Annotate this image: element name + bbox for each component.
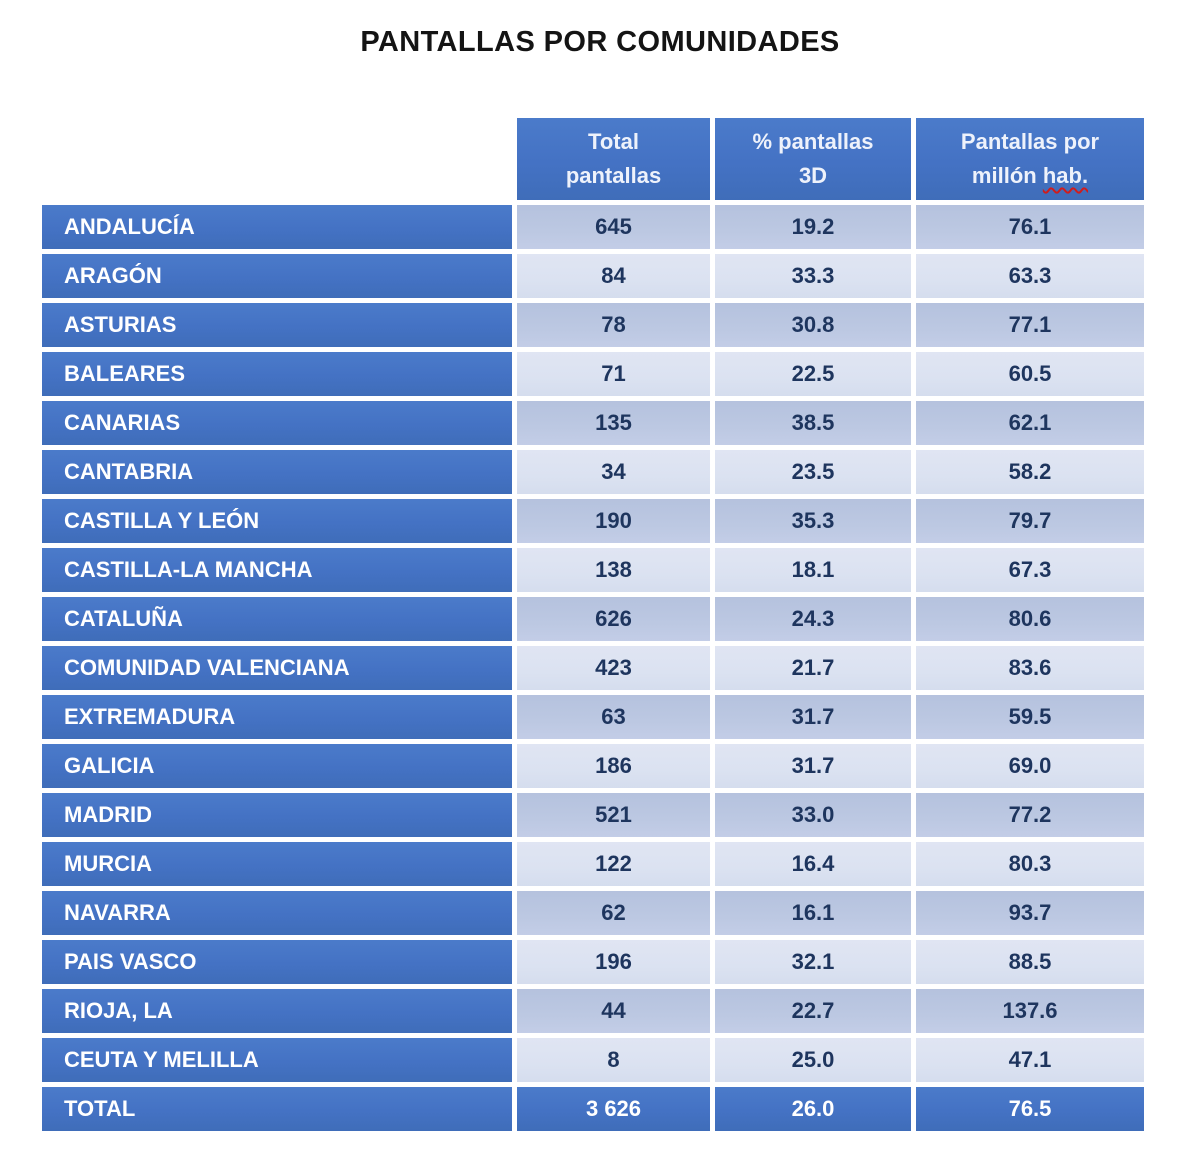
header-line: pantallas: [565, 163, 662, 188]
row-label: GALICIA: [42, 744, 512, 788]
pct-3d-value: 38.5: [715, 401, 911, 445]
table-row: [42, 891, 1144, 935]
per-million-value: 60.5: [916, 352, 1144, 396]
table-row: [42, 303, 1144, 347]
row-label: CANTABRIA: [42, 450, 512, 494]
total-pantallas-value: 645: [517, 205, 710, 249]
total-pantallas-value: 44: [517, 989, 710, 1033]
total-pantallas-value: 135: [517, 401, 710, 445]
table-row: [42, 548, 1144, 592]
total-pantallas-value: 626: [517, 597, 710, 641]
pct-3d-value: 22.5: [715, 352, 911, 396]
pct-3d-value: 16.4: [715, 842, 911, 886]
row-label: COMUNIDAD VALENCIANA: [42, 646, 512, 690]
per-million-value: 93.7: [916, 891, 1144, 935]
header-line: Pantallas por: [960, 128, 1100, 154]
per-million-value: 69.0: [916, 744, 1144, 788]
per-million-value: 137.6: [916, 989, 1144, 1033]
col-header-per-million: [916, 118, 1144, 200]
table-row: [42, 1038, 1144, 1082]
total-pantallas-value: 190: [517, 499, 710, 543]
pct-3d-value: 21.7: [715, 646, 911, 690]
pct-3d-value: 32.1: [715, 940, 911, 984]
row-label: CASTILLA Y LEÓN: [42, 499, 512, 543]
total-pantallas-value: 186: [517, 744, 710, 788]
page-title: PANTALLAS POR COMUNIDADES: [360, 26, 840, 58]
col-header-pct-3d: [715, 118, 911, 200]
pct-3d-value: 24.3: [715, 597, 911, 641]
corner-blank-cell: [42, 118, 512, 200]
per-million-value: 47.1: [916, 1038, 1144, 1082]
header-row: [42, 118, 1144, 200]
table-row: [42, 744, 1144, 788]
table-row: [42, 205, 1144, 249]
per-million-value: 77.2: [916, 793, 1144, 837]
table-row: [42, 352, 1144, 396]
total-pantallas-value: 63: [517, 695, 710, 739]
table-row: [42, 842, 1144, 886]
table-row: [42, 695, 1144, 739]
pct-3d-value: 33.3: [715, 254, 911, 298]
row-label: MURCIA: [42, 842, 512, 886]
pantallas-table: [37, 113, 1149, 1136]
total-pantallas-value: 78: [517, 303, 710, 347]
per-million-value: 80.3: [916, 842, 1144, 886]
row-label: CEUTA Y MELILLA: [42, 1038, 512, 1082]
pct-3d-value: 19.2: [715, 205, 911, 249]
total-pantallas-value: 138: [517, 548, 710, 592]
spellcheck-flagged-word: hab.: [1042, 163, 1089, 188]
header-line: millón: [971, 163, 1037, 188]
row-label: MADRID: [42, 793, 512, 837]
total-pantallas-value: 423: [517, 646, 710, 690]
row-label: PAIS VASCO: [42, 940, 512, 984]
pct-3d-value: 31.7: [715, 744, 911, 788]
table-row: [42, 254, 1144, 298]
per-million-value: 58.2: [916, 450, 1144, 494]
per-million-value: 59.5: [916, 695, 1144, 739]
table-row: [42, 450, 1144, 494]
total-pantallas-value: 521: [517, 793, 710, 837]
pct-3d-total: 26.0: [715, 1087, 911, 1131]
pct-3d-value: 30.8: [715, 303, 911, 347]
table-row: [42, 989, 1144, 1033]
pct-3d-value: 16.1: [715, 891, 911, 935]
per-million-value: 88.5: [916, 940, 1144, 984]
pct-3d-value: 25.0: [715, 1038, 911, 1082]
total-pantallas-value: 84: [517, 254, 710, 298]
row-label: CASTILLA-LA MANCHA: [42, 548, 512, 592]
table-row: [42, 940, 1144, 984]
row-label: ARAGÓN: [42, 254, 512, 298]
row-label: EXTREMADURA: [42, 695, 512, 739]
table-row: [42, 499, 1144, 543]
per-million-value: 76.1: [916, 205, 1144, 249]
total-pantallas-value: 196: [517, 940, 710, 984]
table-row: [42, 597, 1144, 641]
total-pantallas-value: 62: [517, 891, 710, 935]
header-line: 3D: [798, 163, 828, 188]
row-label: BALEARES: [42, 352, 512, 396]
per-million-total: 76.5: [916, 1087, 1144, 1131]
table-row: [42, 646, 1144, 690]
row-label: ASTURIAS: [42, 303, 512, 347]
total-pantallas-total: 3 626: [517, 1087, 710, 1131]
row-label: RIOJA, LA: [42, 989, 512, 1033]
total-pantallas-value: 34: [517, 450, 710, 494]
row-label: NAVARRA: [42, 891, 512, 935]
col-header-total-pantallas: [517, 118, 710, 200]
pct-3d-value: 35.3: [715, 499, 911, 543]
per-million-value: 77.1: [916, 303, 1144, 347]
table-row: [42, 401, 1144, 445]
pct-3d-value: 18.1: [715, 548, 911, 592]
header-line: Total: [588, 128, 639, 154]
per-million-value: 80.6: [916, 597, 1144, 641]
per-million-value: 67.3: [916, 548, 1144, 592]
per-million-value: 63.3: [916, 254, 1144, 298]
per-million-value: 83.6: [916, 646, 1144, 690]
total-pantallas-value: 122: [517, 842, 710, 886]
total-row-label: TOTAL: [42, 1087, 512, 1131]
per-million-value: 62.1: [916, 401, 1144, 445]
header-line: % pantallas: [752, 128, 874, 154]
pct-3d-value: 22.7: [715, 989, 911, 1033]
row-label: CANARIAS: [42, 401, 512, 445]
table-row: [42, 793, 1144, 837]
row-label: ANDALUCÍA: [42, 205, 512, 249]
pct-3d-value: 33.0: [715, 793, 911, 837]
pct-3d-value: 31.7: [715, 695, 911, 739]
per-million-value: 79.7: [916, 499, 1144, 543]
pct-3d-value: 23.5: [715, 450, 911, 494]
total-pantallas-value: 71: [517, 352, 710, 396]
total-row: [42, 1087, 1144, 1131]
total-pantallas-value: 8: [517, 1038, 710, 1082]
row-label: CATALUÑA: [42, 597, 512, 641]
